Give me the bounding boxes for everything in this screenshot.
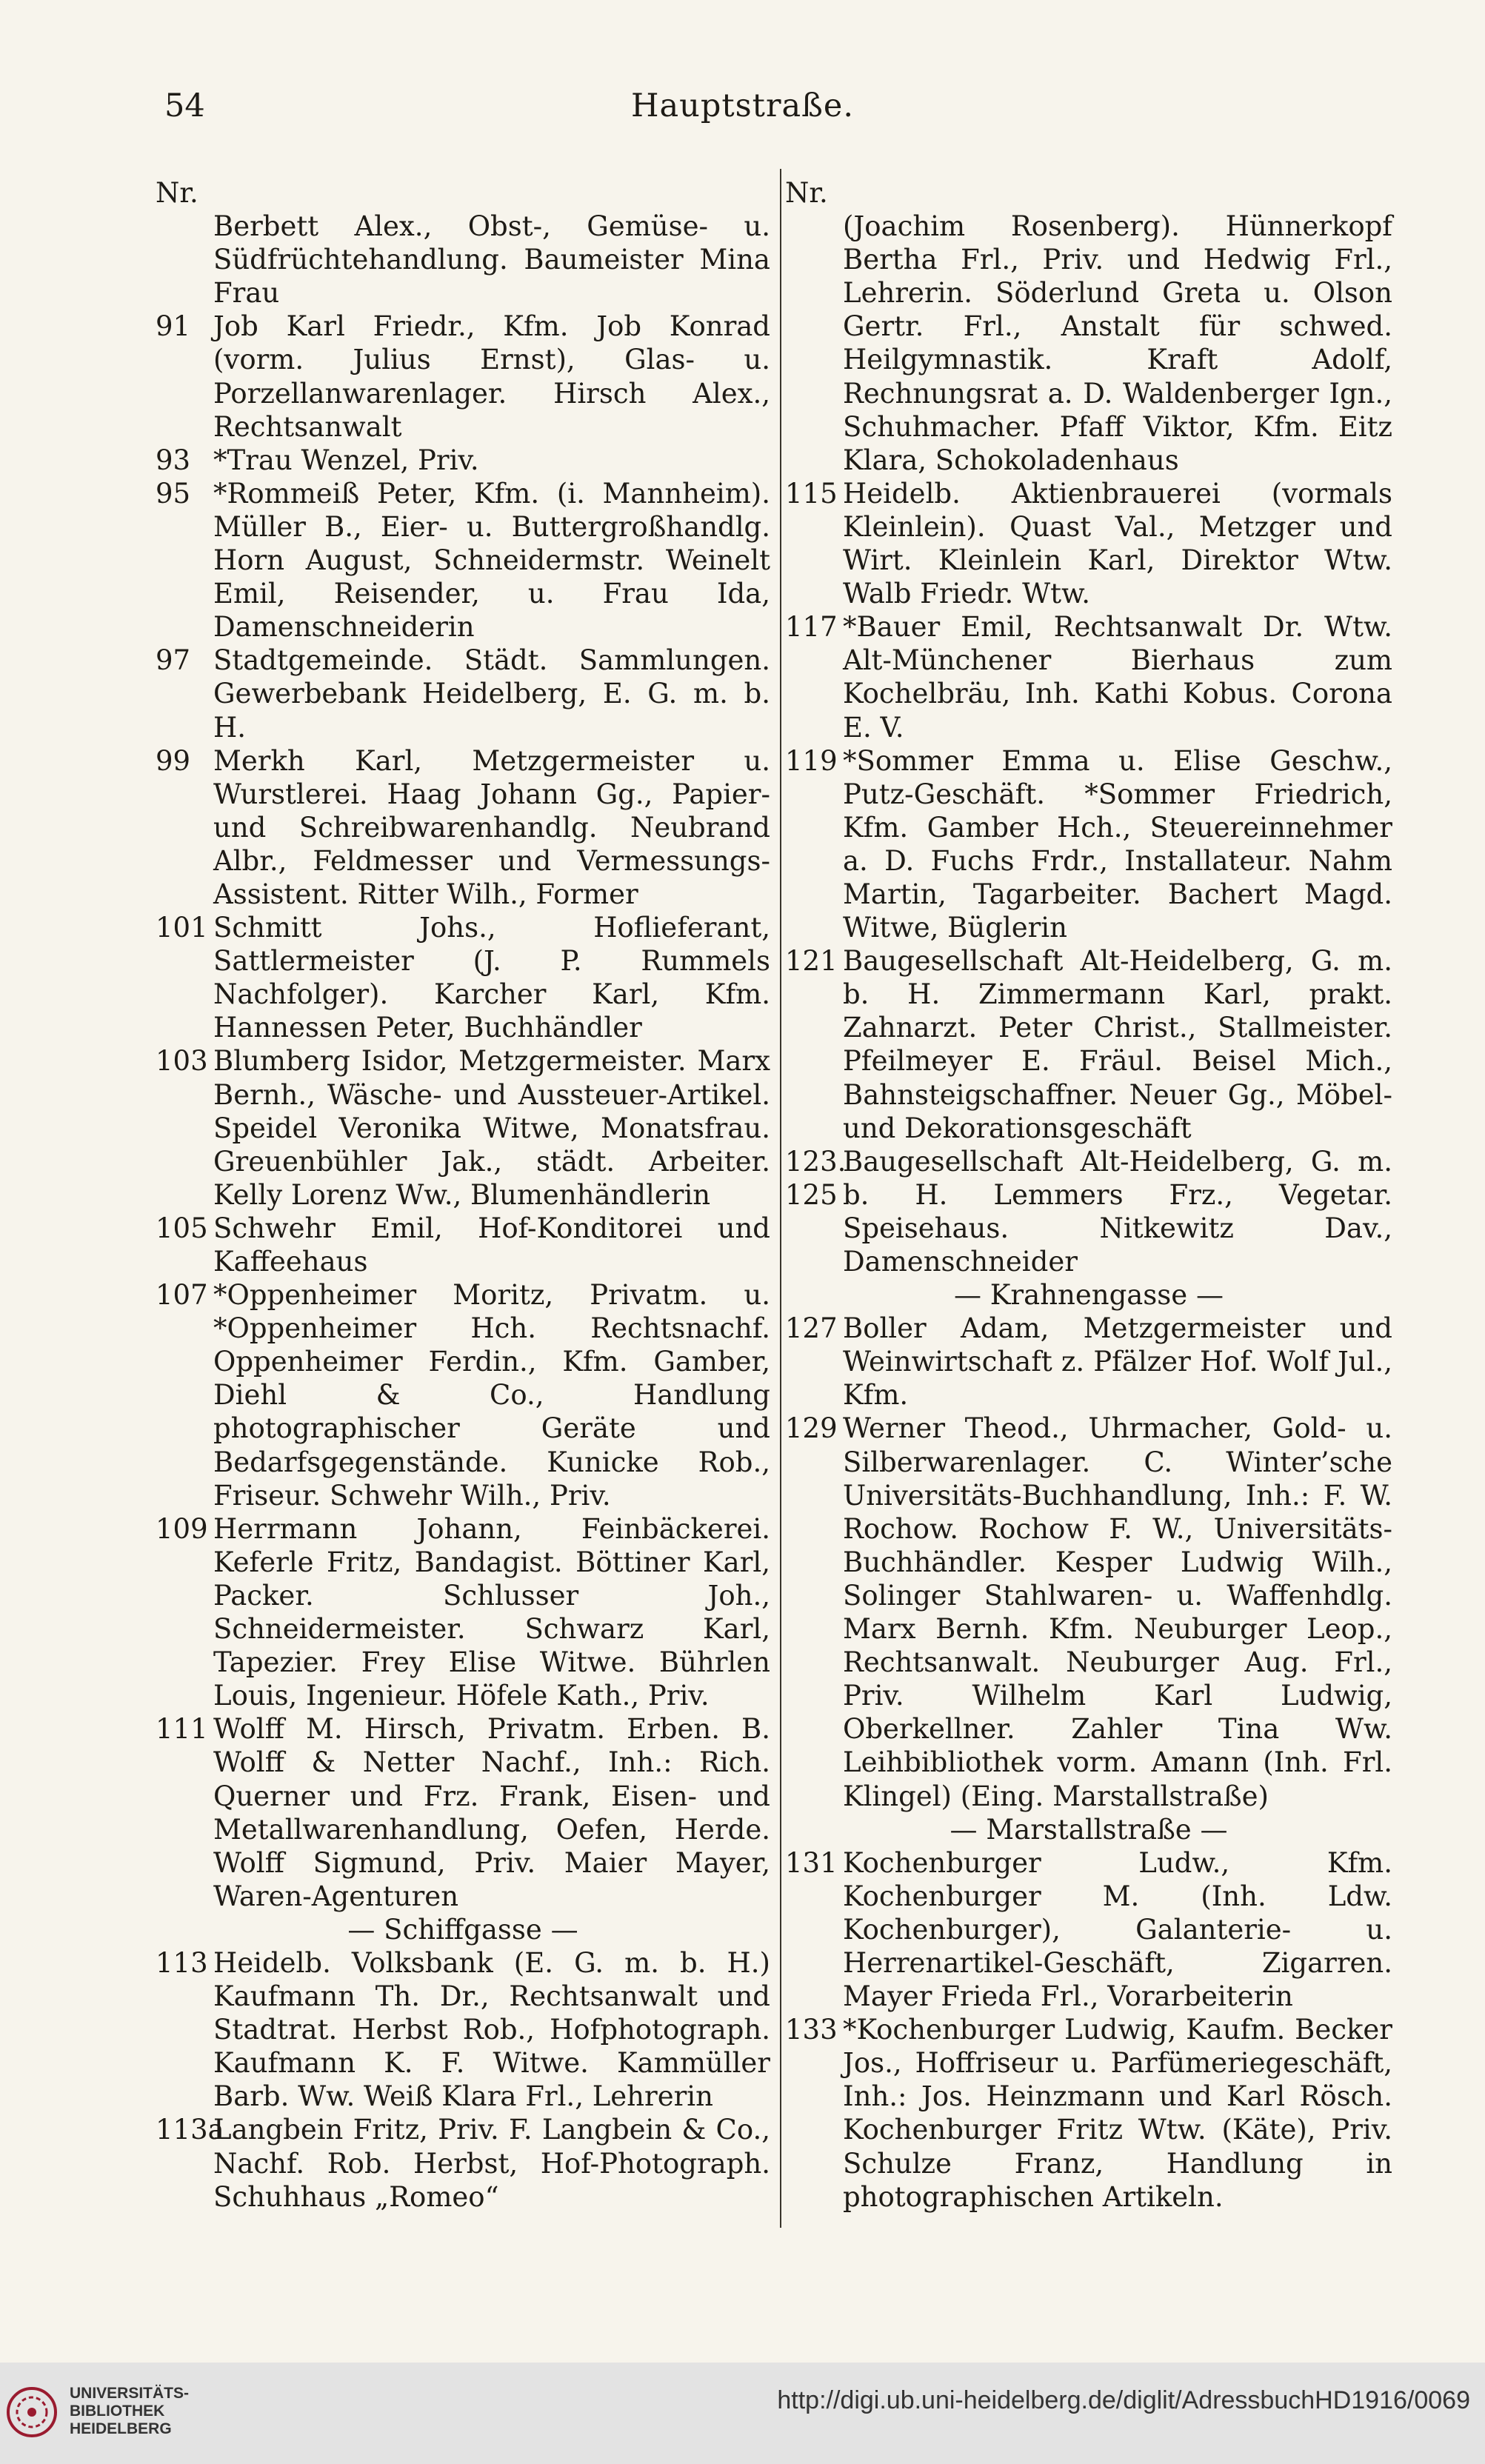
house-number: 111 bbox=[156, 1713, 208, 1746]
page-header bbox=[0, 87, 1485, 139]
house-number: 95 bbox=[156, 477, 191, 510]
address-entry bbox=[785, 1846, 1392, 2013]
house-number: 123. 125 bbox=[785, 1145, 847, 1211]
residents-text: Job Karl Friedr., Kfm. Job Konrad (vorm. Julius Ernst), Glas- u. Porzellanwarenlager. Hirsch Alex., Rechtsanwalt bbox=[213, 310, 770, 443]
left-column bbox=[156, 176, 770, 2214]
residents-text: *Rommeiß Peter, Kfm. (i. Mannheim). Müller B., Eier- u. Buttergroßhandlg. Horn August, Schneidermstr. Weinelt Emil, Reisender, u. Frau Ida, Damenschneiderin bbox=[213, 477, 770, 644]
residents-text: Langbein Fritz, Priv. F. Langbein & Co., Nachf. Rob. Herbst, Hof-Photograph. Schuhhaus „Romeo“ bbox=[213, 2114, 770, 2213]
library-logo-text bbox=[70, 2385, 189, 2438]
street-section-heading: — Krahnengasse — bbox=[954, 1279, 1224, 1312]
address-entry bbox=[156, 1712, 770, 1913]
house-number: 97 bbox=[156, 644, 191, 677]
library-logo[interactable] bbox=[6, 2376, 198, 2450]
address-entry bbox=[156, 1278, 770, 1512]
residents-text: *Trau Wenzel, Priv. bbox=[213, 444, 479, 476]
street-section-heading: — Schiffgasse — bbox=[347, 1913, 578, 1946]
residents-text: Schwehr Emil, Hof-Konditorei und Kaffeehaus bbox=[213, 1212, 770, 1278]
house-number: 119 bbox=[785, 744, 838, 777]
address-entry bbox=[156, 911, 770, 1044]
house-number: 113a bbox=[156, 2114, 224, 2146]
address-entry bbox=[156, 644, 770, 744]
university-seal-icon bbox=[6, 2386, 58, 2438]
house-number: 117 bbox=[785, 611, 838, 644]
house-number: 107 bbox=[156, 1279, 208, 1312]
house-number: 93 bbox=[156, 444, 191, 476]
house-number: 91 bbox=[156, 310, 191, 343]
logo-line: HEIDELBERG bbox=[70, 2420, 172, 2437]
address-entry bbox=[156, 744, 770, 911]
residents-text: Schmitt Johs., Hoflieferant, Sattlermeister (J. P. Rummels Nachfolger). Karcher Karl, Kfm. Hannessen Peter, Buchhändler bbox=[213, 912, 770, 1044]
house-number: 99 bbox=[156, 744, 191, 777]
address-entry bbox=[156, 1212, 770, 1278]
address-entry bbox=[156, 210, 770, 310]
address-entry bbox=[785, 744, 1392, 945]
residents-text: *Bauer Emil, Rechtsanwalt Dr. Wtw. Alt-Münchener Bierhaus zum Kochelbräu, Inh. Kathi Kobus. Corona E. V. bbox=[843, 611, 1392, 744]
address-entry bbox=[156, 1946, 770, 2113]
residents-text: *Sommer Emma u. Elise Geschw., Putz-Geschäft. *Sommer Friedrich, Kfm. Gamber Hch., Steuereinnehmer a. D. Fuchs Frdr., Installateur. Nahm Martin, Tagarbeiter. Bachert Magd. Witwe, Büglerin bbox=[843, 744, 1392, 944]
nr-heading: Nr. bbox=[785, 177, 828, 209]
residents-text: Merkh Karl, Metzgermeister u. Wurstlerei. Haag Johann Gg., Papier- und Schreibwarenhandlg. Neubrand Albr., Feldmesser und Vermessungs-Assistent. Ritter Wilh., Former bbox=[213, 744, 770, 910]
residents-text: Heidelb. Aktienbrauerei (vormals Kleinlein). Quast Val., Metzger und Wirt. Kleinlein Karl, Direktor Wtw. Walb Friedr. Wtw. bbox=[843, 477, 1392, 610]
house-number: 101 bbox=[156, 912, 208, 944]
house-number: 133 bbox=[785, 2014, 838, 2046]
source-url-link[interactable]: http://digi.ub.uni-heidelberg.de/diglit/AdressbuchHD1916/0069 bbox=[777, 2386, 1470, 2414]
residents-text: Herrmann Johann, Feinbäckerei. Keferle Fritz, Bandagist. Böttiner Karl, Packer. Schlusser Joh., Schneidermeister. Schwarz Karl, Tapezier. Frey Elise Witwe. Bührlen Louis, Ingenieur. Höfele Kath., Priv. bbox=[213, 1512, 770, 1712]
house-number: 131 bbox=[785, 1846, 838, 1879]
house-number: 105 bbox=[156, 1212, 208, 1244]
logo-line: UNIVERSITÄTS- bbox=[70, 2385, 190, 2402]
residents-text: Stadtgemeinde. Städt. Sammlungen. Gewerbebank Heidelberg, E. G. m. b. H. bbox=[213, 644, 770, 744]
address-entry bbox=[785, 610, 1392, 744]
address-entry bbox=[785, 2013, 1392, 2214]
residents-text: *Oppenheimer Moritz, Privatm. u. *Oppenheimer Hch. Rechtsnachf. Oppenheimer Ferdin., Kfm. Gamber, Diehl & Co., Handlung photographischer Geräte und Bedarfsgegenstände. Kunicke Rob., Friseur. Schwehr Wilh., Priv. bbox=[213, 1279, 770, 1512]
residents-text: Berbett Alex., Obst-, Gemüse- u. Südfrüchtehandlung. Baumeister Mina Frau bbox=[213, 210, 770, 310]
address-entry bbox=[156, 477, 770, 644]
house-number: 103 bbox=[156, 1045, 208, 1078]
house-number: 129 bbox=[785, 1412, 838, 1445]
address-entry bbox=[156, 1044, 770, 1211]
house-number: 109 bbox=[156, 1512, 208, 1545]
address-entry bbox=[156, 1512, 770, 1713]
residents-text: Baugesellschaft Alt-Heidelberg, G. m. b. H. Zimmermann Karl, prakt. Zahnarzt. Peter Christ., Stallmeister. Pfeilmeyer E. Fräul. Beisel Mich., Bahnsteigschaffner. Neuer Gg., Möbel- und Dekorationsgeschäft bbox=[843, 945, 1392, 1144]
house-number: 113 bbox=[156, 1946, 208, 1979]
address-entry bbox=[785, 1312, 1392, 1412]
residents-text: Werner Theod., Uhrmacher, Gold- u. Silberwarenlager. C. Winter’sche Universitäts-Buchhandlung, Inh.: F. W. Rochow. Rochow F. W., Universitäts-Buchhändler. Kesper Ludwig Wilh., Solinger Stahlwaren- u. Waffenhdlg. Marx Bernh. Kfm. Neuburger Leop., Rechtsanwalt. Neuburger Aug. Frl., Priv. Wilhelm Karl Ludwig, Oberkellner. Zahler Tina Ww. Leihbibliothek vorm. Amann (Inh. Frl. Klingel) (Eing. Marstallstraße) bbox=[843, 1412, 1392, 1812]
residents-text: Kochenburger Ludw., Kfm. Kochenburger M. (Inh. Ldw. Kochenburger), Galanterie- u. Herrenartikel-Geschäft, Zigarren. Mayer Frieda Frl., Vorarbeiterin bbox=[843, 1846, 1392, 2013]
house-number: 127 bbox=[785, 1312, 838, 1345]
address-entry bbox=[785, 210, 1392, 477]
street-section-heading: — Marstallstraße — bbox=[950, 1813, 1228, 1846]
residents-text: Baugesellschaft Alt-Heidelberg, G. m. b. H. Lemmers Frz., Vegetar. Speisehaus. Nitkewitz Dav., Damenschneider bbox=[843, 1145, 1392, 1278]
residents-text: *Kochenburger Ludwig, Kaufm. Becker Jos., Hoffriseur u. Parfümeriegeschäft, Inh.: Jos. Heinzmann und Karl Rösch. Kochenburger Fritz Wtw. (Käte), Priv. Schulze Franz, Handlung in photographischen Artikeln. bbox=[843, 2014, 1392, 2213]
page-number: 54 bbox=[164, 87, 205, 124]
address-entry bbox=[156, 310, 770, 443]
address-entry bbox=[785, 1145, 1392, 1278]
address-entry bbox=[156, 444, 770, 477]
house-number: 121 bbox=[785, 945, 838, 978]
address-entry bbox=[785, 1412, 1392, 1812]
logo-line: BIBLIOTHEK bbox=[70, 2403, 165, 2420]
nr-heading: Nr. bbox=[156, 177, 198, 209]
residents-text: Blumberg Isidor, Metzgermeister. Marx Bernh., Wäsche- und Aussteuer-Artikel. Speidel Veronika Witwe, Monatsfrau. Greuenbühler Jak., städt. Arbeiter. Kelly Lorenz Ww., Blumenhändlerin bbox=[213, 1045, 770, 1211]
footer-bar bbox=[0, 2363, 1485, 2464]
page-title: Hauptstraße. bbox=[630, 87, 854, 124]
residents-text: Boller Adam, Metzgermeister und Weinwirtschaft z. Pfälzer Hof. Wolf Jul., Kfm. bbox=[843, 1312, 1392, 1412]
address-entry bbox=[156, 2113, 770, 2213]
address-entry bbox=[785, 944, 1392, 1145]
residents-text: (Joachim Rosenberg). Hünnerkopf Bertha Frl., Priv. und Hedwig Frl., Lehrerin. Söderlund Greta u. Olson Gertr. Frl., Anstalt für schwed. Heilgymnastik. Kraft Adolf, Rechnungsrat a. D. Waldenberger Ign., Schuhmacher. Pfaff Viktor, Kfm. Eitz Klara, Schokoladenhaus bbox=[843, 210, 1392, 476]
residents-text: Heidelb. Volksbank (E. G. m. b. H.) Kaufmann Th. Dr., Rechtsanwalt und Stadtrat. Herbst Rob., Hofphotograph. Kaufmann K. F. Witwe. Kammüller Barb. Ww. Weiß Klara Frl., Lehrerin bbox=[213, 1946, 770, 2113]
right-column bbox=[785, 176, 1392, 2214]
address-entry bbox=[785, 477, 1392, 610]
residents-text: Wolff M. Hirsch, Privatm. Erben. B. Wolff & Netter Nachf., Inh.: Rich. Querner und Frz. Frank, Eisen- und Metallwarenhandlung, Oefen, Herde. Wolff Sigmund, Priv. Maier Mayer, Waren-Agenturen bbox=[213, 1713, 770, 1912]
column-divider bbox=[780, 169, 781, 2228]
house-number: 115 bbox=[785, 477, 838, 510]
